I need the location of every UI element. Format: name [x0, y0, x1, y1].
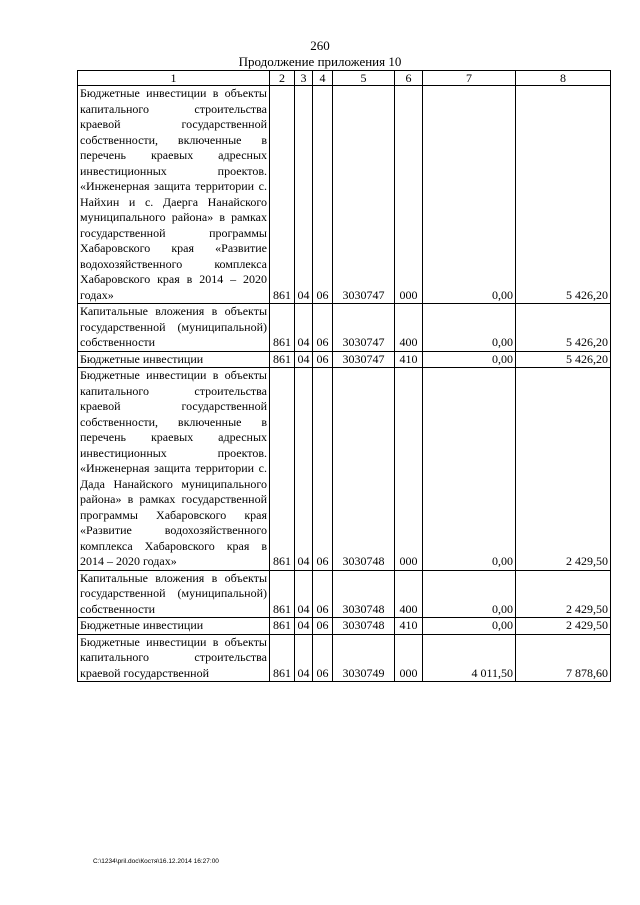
- subsection-code: 06: [313, 304, 333, 352]
- amount-col7: 0,00: [423, 351, 516, 368]
- table-header-row: [78, 71, 611, 86]
- amount-col8: 7 878,60: [516, 634, 611, 682]
- row-name: Бюджетные инвестиции в объекты капитального строительства краевой государственной собственности, включенные в перечень краевых адресных инвестиционных проектов. «Инженерная защита территории с. Дада Нанайского муниципального района» в рамках государственной программы Хабаровского края «Развитие водохозяйственного комплекса Хабаровского края в 2014 – 2020 годах»: [78, 368, 270, 571]
- subsection-code: 06: [313, 634, 333, 682]
- amount-col8: 2 429,50: [516, 570, 611, 618]
- target-code: 3030748: [333, 618, 395, 635]
- expense-type-code: 000: [395, 634, 423, 682]
- subsection-code: 06: [313, 351, 333, 368]
- target-code: 3030747: [333, 304, 395, 352]
- expense-type-code: 410: [395, 618, 423, 635]
- section-code: 04: [295, 368, 313, 571]
- amount-col7: 0,00: [423, 86, 516, 304]
- subsection-code: 06: [313, 368, 333, 571]
- amount-col7: 0,00: [423, 570, 516, 618]
- row-name: Бюджетные инвестиции в объекты капитального строительства краевой государственной: [78, 634, 270, 682]
- table-row: [78, 368, 611, 571]
- amount-col8: 2 429,50: [516, 618, 611, 635]
- row-name: Бюджетные инвестиции: [78, 618, 270, 635]
- table-row: [78, 570, 611, 618]
- amount-col8: 5 426,20: [516, 351, 611, 368]
- table-row: [78, 634, 611, 682]
- amount-col8: 5 426,20: [516, 86, 611, 304]
- expense-type-code: 000: [395, 86, 423, 304]
- row-name: Бюджетные инвестиции в объекты капитального строительства краевой государственной собственности, включенные в перечень краевых адресных инвестиционных проектов. «Инженерная защита территории с. Найхин и с. Даерга Нанайского муниципального района» в рамках государственной программы Хабаровского края «Развитие водохозяйственного комплекса Хабаровского края в 2014 – 2020 годах»: [78, 86, 270, 304]
- row-name: Капитальные вложения в объекты государственной (муниципальной) собственности: [78, 570, 270, 618]
- column-header: 1: [78, 71, 270, 86]
- section-code: 04: [295, 304, 313, 352]
- column-header: 8: [516, 71, 611, 86]
- amount-col7: 0,00: [423, 618, 516, 635]
- amount-col7: 0,00: [423, 304, 516, 352]
- expense-type-code: 410: [395, 351, 423, 368]
- target-code: 3030747: [333, 86, 395, 304]
- subsection-code: 06: [313, 86, 333, 304]
- page-number: 260: [310, 38, 330, 53]
- section-code: 04: [295, 618, 313, 635]
- table-row: [78, 304, 611, 352]
- file-path-footer: C:\1234\pril.doc\Костя\16.12.2014 16:27:00: [93, 858, 219, 865]
- target-code: 3030747: [333, 351, 395, 368]
- table-row: [78, 351, 611, 368]
- column-header: 3: [295, 71, 313, 86]
- target-code: 3030748: [333, 570, 395, 618]
- target-code: 3030749: [333, 634, 395, 682]
- row-name: Бюджетные инвестиции: [78, 351, 270, 368]
- subsection-code: 06: [313, 618, 333, 635]
- subsection-code: 06: [313, 570, 333, 618]
- ministry-code: 861: [270, 368, 295, 571]
- row-name: Капитальные вложения в объекты государственной (муниципальной) собственности: [78, 304, 270, 352]
- amount-col8: 2 429,50: [516, 368, 611, 571]
- ministry-code: 861: [270, 304, 295, 352]
- column-header: 7: [423, 71, 516, 86]
- ministry-code: 861: [270, 351, 295, 368]
- expense-type-code: 000: [395, 368, 423, 571]
- column-header: 6: [395, 71, 423, 86]
- section-code: 04: [295, 634, 313, 682]
- amount-col8: 5 426,20: [516, 304, 611, 352]
- ministry-code: 861: [270, 570, 295, 618]
- section-code: 04: [295, 351, 313, 368]
- amount-col7: 0,00: [423, 368, 516, 571]
- column-header: 2: [270, 71, 295, 86]
- ministry-code: 861: [270, 618, 295, 635]
- section-code: 04: [295, 86, 313, 304]
- continuation-title: Продолжение приложения 10: [238, 54, 402, 69]
- target-code: 3030748: [333, 368, 395, 571]
- column-header: 5: [333, 71, 395, 86]
- expense-type-code: 400: [395, 304, 423, 352]
- ministry-code: 861: [270, 86, 295, 304]
- section-code: 04: [295, 570, 313, 618]
- amount-col7: 4 011,50: [423, 634, 516, 682]
- table-row: [78, 618, 611, 635]
- table-row: [78, 86, 611, 304]
- column-header: 4: [313, 71, 333, 86]
- expense-type-code: 400: [395, 570, 423, 618]
- budget-table: [77, 70, 611, 682]
- ministry-code: 861: [270, 634, 295, 682]
